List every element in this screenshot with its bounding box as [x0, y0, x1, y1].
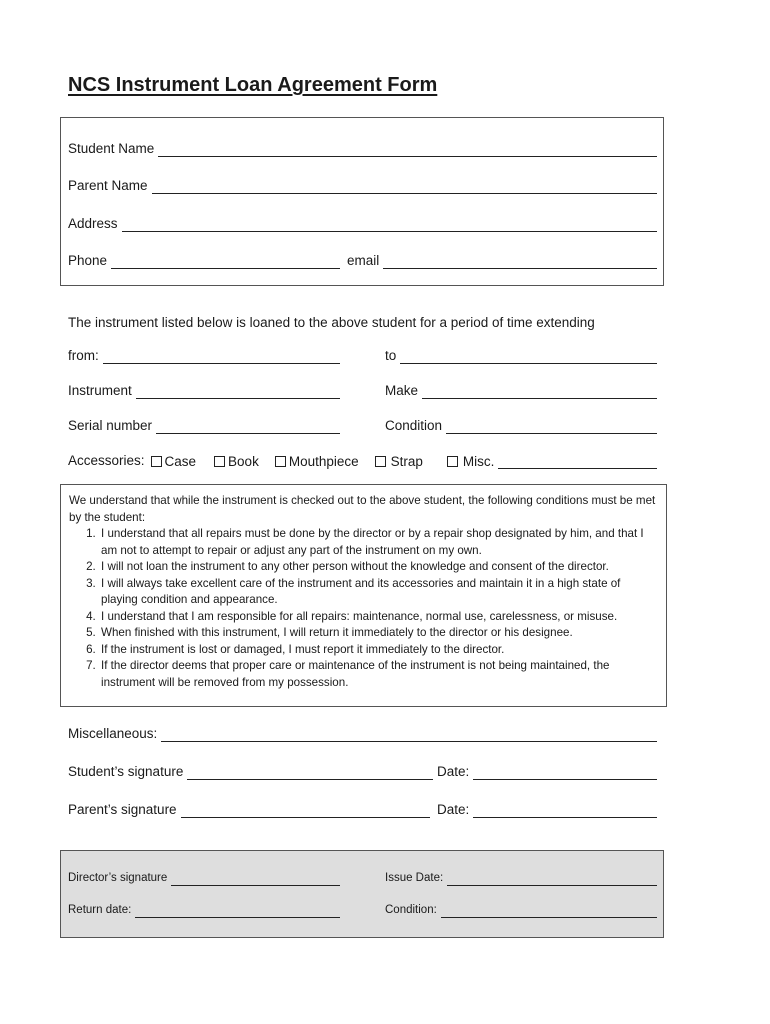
condition-item: 3. I will always take excellent care of the instrument and its accessories and maintain it in a high state of playing condition and appearance. [99, 576, 658, 609]
parent-date-label: Date: [437, 802, 470, 817]
accessory-case[interactable]: Case [151, 454, 197, 469]
director-signature-label: Director’s signature [68, 872, 168, 884]
accessory-mouthpiece[interactable]: Mouthpiece [275, 454, 359, 469]
return-date-label: Return date: [68, 904, 132, 916]
loan-intro: The instrument listed below is loaned to the above student for a period of time extending [68, 315, 595, 330]
misc-checkbox[interactable] [447, 456, 458, 467]
student-date-row [437, 762, 657, 780]
conditions-intro: We understand that while the instrument is checked out to the above student, the following conditions must be met by the student: [69, 494, 656, 524]
case-checkbox[interactable] [151, 456, 162, 467]
director-condition-row [385, 900, 657, 918]
conditions-box [60, 484, 667, 707]
condition-label: Condition [385, 418, 443, 433]
miscellaneous-field[interactable] [161, 728, 657, 742]
misc-field[interactable] [498, 455, 657, 469]
director-condition-label: Condition: [385, 904, 437, 916]
issue-date-row [385, 868, 657, 886]
make-row [385, 381, 657, 399]
make-field[interactable] [422, 385, 657, 399]
email-row [347, 251, 657, 269]
parent-name-label: Parent Name [68, 178, 148, 193]
address-field[interactable] [122, 218, 657, 232]
to-label: to [385, 348, 397, 363]
from-date-field[interactable] [103, 350, 340, 364]
condition-item: 1. I understand that all repairs must be done by the director or by a repair shop designated by him, and that I am not to attempt to repair or adjust any part of the instrument on my own. [99, 526, 658, 559]
make-label: Make [385, 383, 419, 398]
student-signature-field[interactable] [187, 766, 433, 780]
accessory-strap[interactable]: Strap [375, 454, 423, 469]
book-checkbox[interactable] [214, 456, 225, 467]
misc-label: Miscellaneous: [68, 726, 158, 741]
condition-field[interactable] [446, 420, 657, 434]
student-date-label: Date: [437, 764, 470, 779]
condition-row [385, 416, 657, 434]
misc-row [68, 724, 657, 742]
director-condition-field[interactable] [441, 904, 657, 918]
student-name-row [68, 139, 657, 157]
condition-item: 7. If the director deems that proper care or maintenance of the instrument is not being maintained, the instrument will be removed from my possession. [99, 658, 658, 691]
phone-row [68, 251, 340, 269]
address-label: Address [68, 216, 118, 231]
form-title: NCS Instrument Loan Agreement Form [68, 74, 438, 96]
director-section [60, 850, 664, 938]
parent-signature-field[interactable] [181, 804, 430, 818]
student-name-field[interactable] [158, 143, 657, 157]
parent-name-row [68, 176, 657, 194]
address-row [68, 214, 657, 232]
email-label: email [347, 253, 380, 268]
condition-item: 5. When finished with this instrument, I will return it immediately to the director or his designee. [99, 625, 658, 642]
issue-date-field[interactable] [447, 872, 657, 886]
condition-item: 6. If the instrument is lost or damaged, I must report it immediately to the director. [99, 642, 658, 659]
student-signature-label: Student’s signature [68, 764, 184, 779]
serial-number-field[interactable] [156, 420, 340, 434]
return-date-field[interactable] [135, 904, 340, 918]
instrument-row [68, 381, 340, 399]
from-row [68, 346, 340, 364]
serial-row [68, 416, 340, 434]
to-date-field[interactable] [400, 350, 657, 364]
parent-signature-row [68, 800, 430, 818]
parent-signature-label: Parent’s signature [68, 802, 177, 817]
serial-number-label: Serial number [68, 418, 153, 433]
accessory-misc[interactable]: Misc. [447, 454, 495, 469]
accessories-row [68, 451, 657, 469]
instrument-field[interactable] [136, 385, 340, 399]
accessories-label: Accessories: [68, 453, 145, 468]
from-label: from: [68, 348, 99, 363]
student-signature-row [68, 762, 433, 780]
issue-date-label: Issue Date: [385, 872, 444, 884]
mouthpiece-checkbox[interactable] [275, 456, 286, 467]
student-date-field[interactable] [473, 766, 657, 780]
strap-checkbox[interactable] [375, 456, 386, 467]
phone-label: Phone [68, 253, 108, 268]
condition-item: 4. I understand that I am responsible for all repairs: maintenance, normal use, carelessness, or misuse. [99, 609, 658, 626]
to-row [385, 346, 657, 364]
parent-name-field[interactable] [152, 180, 657, 194]
return-date-row [68, 900, 340, 918]
director-signature-field[interactable] [171, 872, 340, 886]
parent-date-row [437, 800, 657, 818]
conditions-list [69, 526, 658, 691]
director-signature-row [68, 868, 340, 886]
phone-field[interactable] [111, 255, 340, 269]
email-field[interactable] [383, 255, 657, 269]
student-name-label: Student Name [68, 141, 155, 156]
parent-date-field[interactable] [473, 804, 657, 818]
accessory-book[interactable]: Book [214, 454, 259, 469]
condition-item: 2. I will not loan the instrument to any other person without the knowledge and consent of the director. [99, 559, 658, 576]
instrument-label: Instrument [68, 383, 132, 398]
